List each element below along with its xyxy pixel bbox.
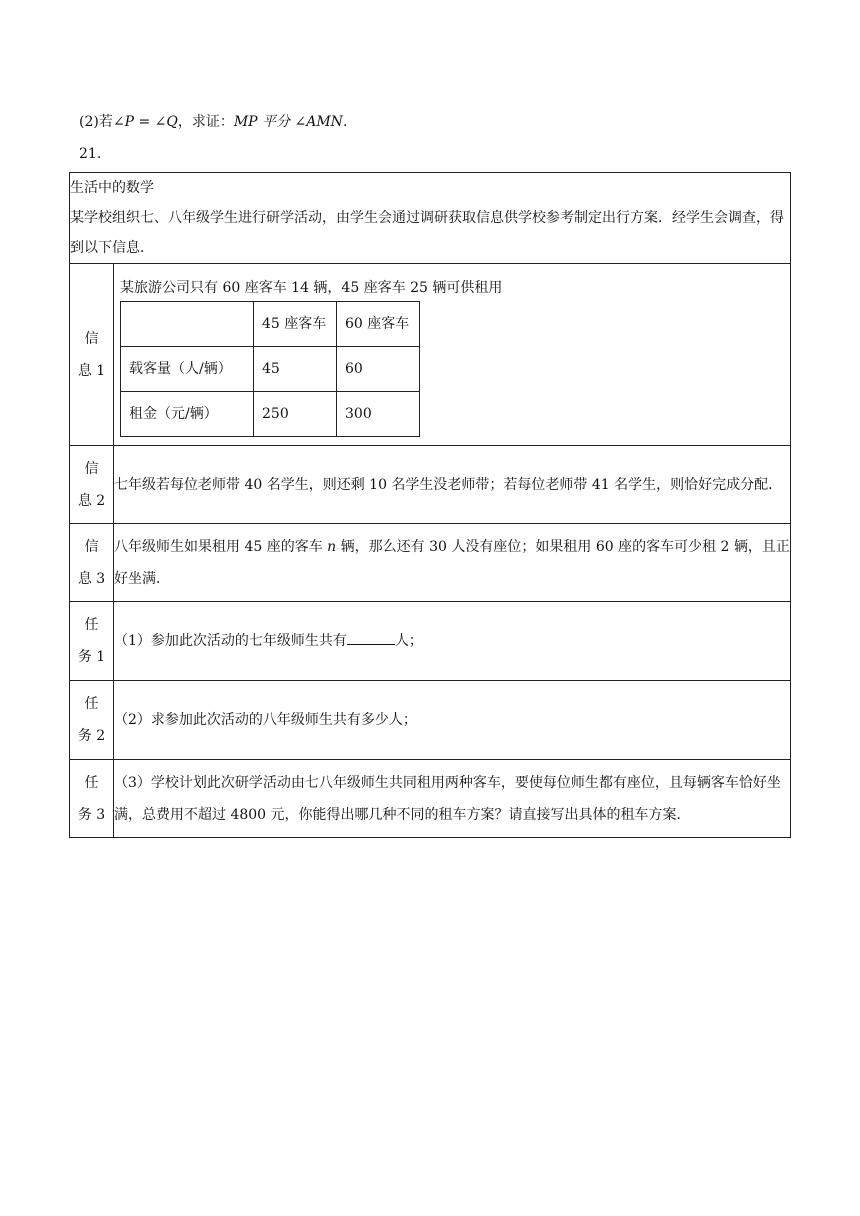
part2-prefix: (2)若 <box>79 114 113 130</box>
task3-label <box>70 760 114 838</box>
info3-row <box>70 524 791 602</box>
info2-label-line1: 信 <box>84 460 99 477</box>
task1-text-before: （1）参加此次活动的七年级师生共有 <box>114 633 347 649</box>
bus-table-cell: 45 <box>254 346 337 391</box>
task3-label-line2: 务 3 <box>77 806 106 823</box>
intro-title: 生活中的数学 <box>70 180 154 196</box>
info1-label <box>70 264 114 446</box>
task3-text: （3）学校计划此次研学活动由七八年级师生共同租用两种客车，要使每位师生都有座位，且每辆客车恰好坐满，总费用不超过 4800 元，你能得出哪几种不同的租车方案？请直接写出具体的租车方案． <box>114 760 791 838</box>
answer-blank[interactable] <box>347 630 395 645</box>
info2-label-line2: 息 2 <box>77 492 106 509</box>
part2-condition: ∠P = ∠Q <box>112 114 178 130</box>
info1-label-line2: 息 1 <box>77 362 106 379</box>
bus-table-header-cell: 45 座客车 <box>254 301 337 346</box>
info1-cell <box>114 264 791 446</box>
part2-prove-label: ，求证： <box>177 114 234 130</box>
bus-table-cell: 300 <box>337 391 420 436</box>
intro-cell <box>70 173 791 264</box>
task2-label <box>70 681 114 760</box>
info3-cell <box>114 524 791 602</box>
info1-text: 某旅游公司只有 60 座客车 14 辆，45 座客车 25 辆可供租用 <box>120 279 503 296</box>
task1-text-after: 人； <box>394 633 423 649</box>
bus-table-cell: 250 <box>254 391 337 436</box>
bus-table-row <box>121 346 420 391</box>
info3-variable: n <box>327 538 337 555</box>
bus-table-cell: 60 <box>337 346 420 391</box>
intro-row <box>70 173 791 264</box>
info1-row <box>70 264 791 446</box>
info3-label <box>70 524 114 602</box>
problem-table <box>69 172 791 838</box>
intro-text: 某学校组织七、八年级学生进行研学活动，由学生会通过调研获取信息供学校参考制定出行方案．经学生会调查，得到以下信息． <box>70 210 784 256</box>
info2-row <box>70 446 791 524</box>
bus-table-cell: 载客量（人/辆） <box>121 346 254 391</box>
part2-conclusion: MP 平分 ∠AMN <box>233 114 343 130</box>
info3-label-line1: 信 <box>84 538 99 555</box>
info3-label-line2: 息 3 <box>77 570 106 587</box>
task1-cell <box>114 602 791 681</box>
task1-label <box>70 602 114 681</box>
task1-row <box>70 602 791 681</box>
task3-label-line1: 任 <box>84 774 99 791</box>
task1-label-line1: 任 <box>84 617 99 633</box>
question-number: 21. <box>79 146 102 162</box>
part2-end: . <box>342 114 348 130</box>
bus-table <box>120 301 420 437</box>
bus-table-cell: 租金（元/辆） <box>121 391 254 436</box>
bus-table-row <box>121 391 420 436</box>
info1-label-line1: 信 <box>84 330 99 347</box>
task2-label-line2: 务 2 <box>77 728 106 744</box>
info3-text-after: 辆，那么还有 30 人没有座位；如果租用 60 座的客车可少租 2 辆，且正好坐满． <box>114 538 790 587</box>
bus-table-header-cell <box>121 301 254 346</box>
bus-table-header <box>121 301 420 346</box>
task2-label-line1: 任 <box>84 696 99 712</box>
task2-row <box>70 681 791 760</box>
info2-label <box>70 446 114 524</box>
bus-table-header-cell: 60 座客车 <box>337 301 420 346</box>
question-part2 <box>79 111 347 131</box>
info2-text: 七年级若每位老师带 40 名学生，则还剩 10 名学生没老师带；若每位老师带 41 名学生，则恰好完成分配． <box>114 446 791 524</box>
task3-row <box>70 760 791 838</box>
task1-label-line2: 务 1 <box>77 649 106 665</box>
task2-text: （2）求参加此次活动的八年级师生共有多少人； <box>114 681 791 760</box>
info3-text-before: 八年级师生如果租用 45 座的客车 <box>114 538 328 555</box>
